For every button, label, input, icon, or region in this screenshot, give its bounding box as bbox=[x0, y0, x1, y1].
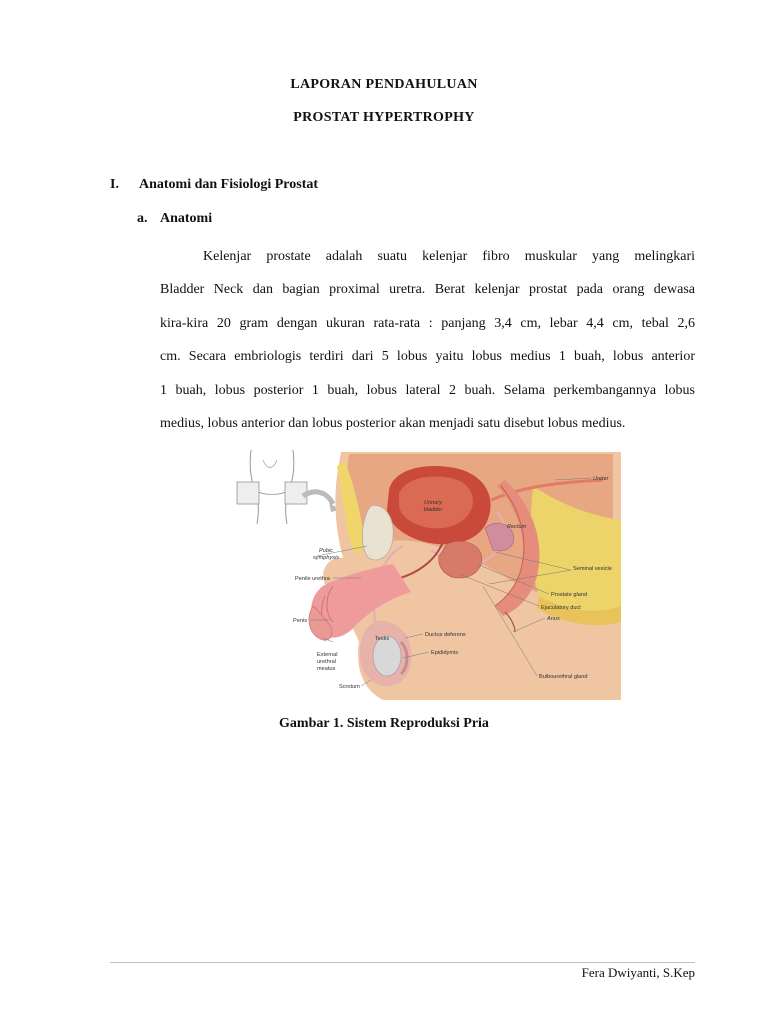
label-anus: Anus bbox=[547, 616, 560, 622]
subsection-heading bbox=[137, 211, 212, 227]
paragraph-line: medius, lobus anterior dan lobus posterior akan menjadi satu disebut lobus medius. bbox=[160, 415, 626, 431]
subsection-title: Anatomi bbox=[160, 211, 213, 226]
paragraph-line: Kelenjar prostate adalah suatu kelenjar fibro muskular yang melingkari bbox=[203, 249, 695, 264]
label-ureter: Ureter bbox=[593, 476, 609, 482]
label-pubic-symphysis-1: Pubic bbox=[319, 548, 333, 554]
footer-divider bbox=[110, 962, 695, 963]
label-external-meatus-3: meatus bbox=[317, 666, 336, 672]
label-testis: Testis bbox=[375, 636, 390, 642]
document-title: LAPORAN PENDAHULUAN bbox=[290, 77, 478, 92]
section-number: I. bbox=[110, 177, 119, 192]
label-penis: Penis bbox=[293, 618, 307, 624]
label-pubic-symphysis-2: symphysis bbox=[313, 555, 340, 561]
paragraph-line: 1 buah, lobus posterior 1 buah, lobus lateral 2 buah. Selama perkembangannya lobus bbox=[160, 382, 695, 398]
label-rectum: Rectum bbox=[507, 524, 527, 530]
inset-body-icon bbox=[237, 450, 339, 524]
label-urinary-bladder-1: Urinary bbox=[423, 500, 443, 506]
label-bulbourethral-gland: Bulbourethral gland bbox=[539, 674, 588, 680]
body-paragraph bbox=[160, 240, 695, 440]
document-subtitle: PROSTAT HYPERTROPHY bbox=[293, 110, 475, 125]
label-prostate-gland: Prostate gland bbox=[551, 592, 588, 598]
paragraph-line: Bladder Neck dan bagian proximal uretra. Berat kelenjar prostat pada orang dewasa bbox=[160, 282, 695, 298]
label-external-meatus-1: External bbox=[317, 652, 338, 658]
anatomy-figure bbox=[233, 446, 621, 700]
label-scrotum: Scrotum bbox=[339, 684, 360, 690]
label-ejaculatory-duct: Ejaculatory duct bbox=[541, 605, 581, 611]
label-urinary-bladder-2: bladder bbox=[423, 507, 443, 513]
subsection-number: a. bbox=[137, 211, 148, 226]
footer-author: Fera Dwiyanti, S.Kep bbox=[581, 965, 695, 980]
section-heading bbox=[110, 177, 318, 193]
paragraph-line: kira-kira 20 gram dengan ukuran rata-rata : panjang 3,4 cm, lebar 4,4 cm, tebal 2,6 bbox=[160, 315, 695, 331]
figure-caption: Gambar 1. Sistem Reproduksi Pria bbox=[279, 716, 489, 731]
paragraph-line: cm. Secara embriologis terdiri dari 5 lobus yaitu lobus medius 1 buah, lobus anterior bbox=[160, 349, 695, 365]
label-ductus-deferens: Ductus deferens bbox=[425, 632, 466, 638]
label-external-meatus-2: urethral bbox=[317, 659, 336, 665]
male-reproductive-illustration bbox=[233, 446, 621, 700]
section-title: Anatomi dan Fisiologi Prostat bbox=[139, 177, 319, 192]
label-penile-urethra: Penile urethra bbox=[295, 576, 330, 582]
label-seminal-vesicle: Seminal vesicle bbox=[573, 566, 612, 572]
label-epididymis: Epididymis bbox=[431, 650, 459, 656]
